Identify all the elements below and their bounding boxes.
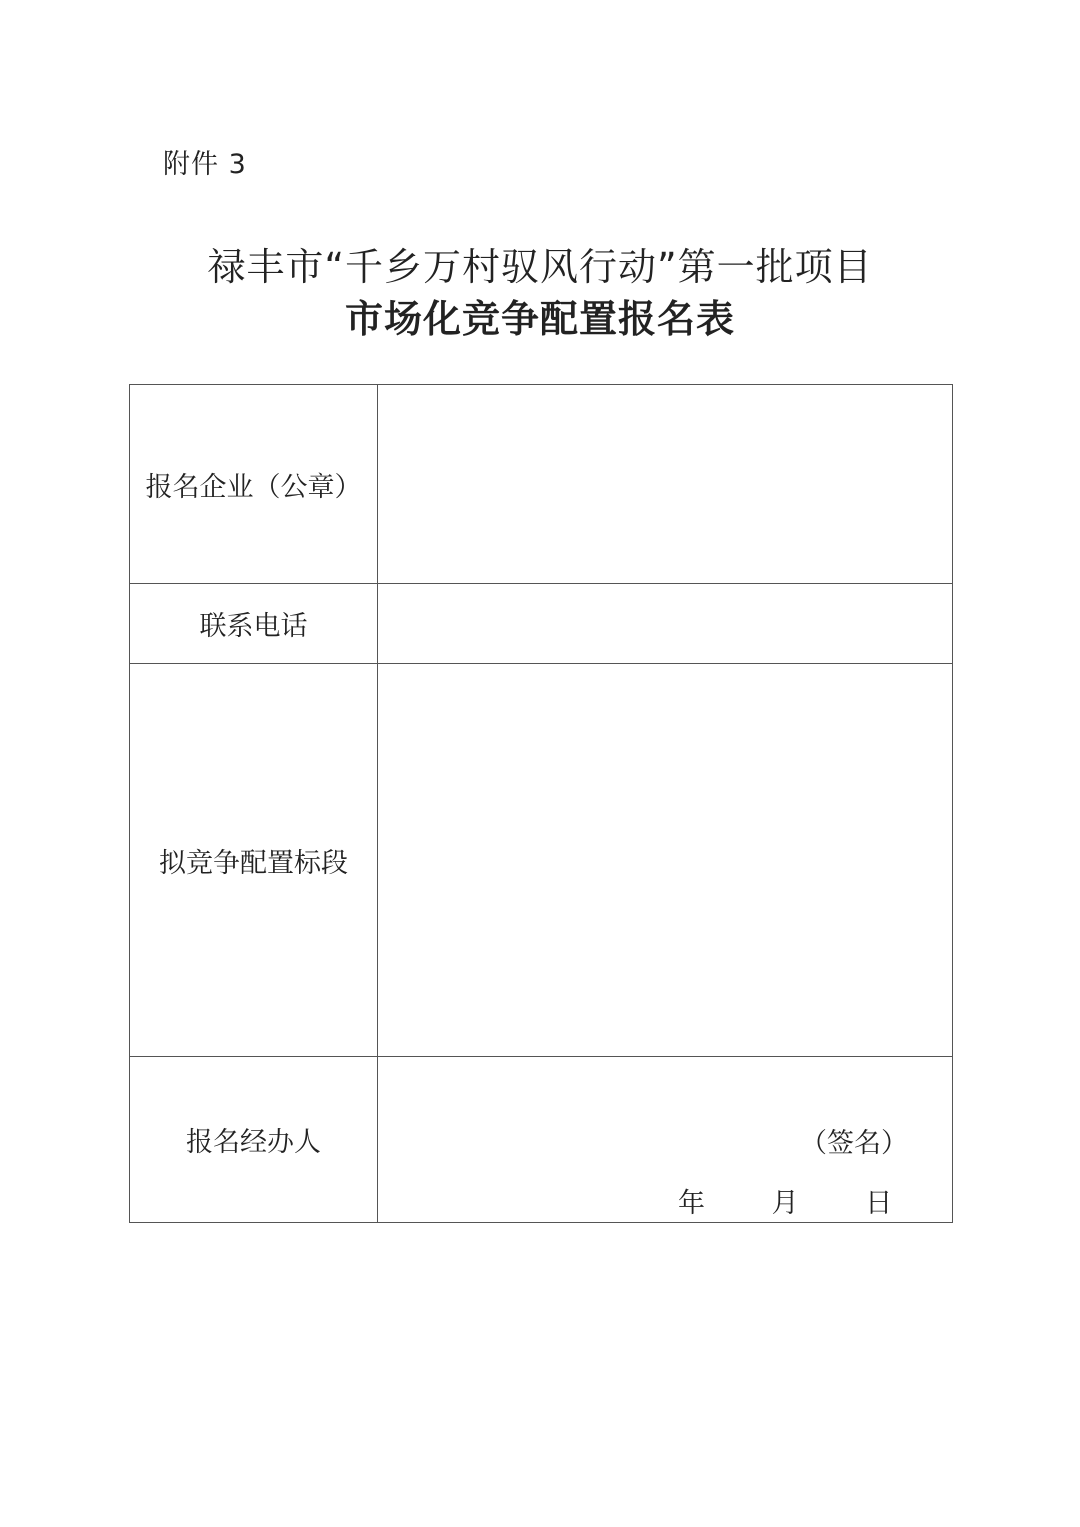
table-row [130, 664, 953, 1057]
handler-field[interactable] [378, 1057, 953, 1223]
date-line [678, 1181, 892, 1220]
handler-label: 报名经办人 [130, 1057, 378, 1223]
table-row [130, 584, 953, 664]
phone-label: 联系电话 [130, 584, 378, 664]
date-month-label: 月 [771, 1188, 799, 1219]
bid-section-label: 拟竞争配置标段 [130, 664, 378, 1057]
page-title-line2: 市场化竞争配置报名表 [344, 297, 735, 341]
company-label: 报名企业（公章） [130, 385, 378, 584]
signature-note: （签名） [800, 1128, 908, 1159]
company-field[interactable] [378, 385, 953, 584]
date-day-label: 日 [865, 1188, 893, 1219]
table-row [130, 1057, 953, 1223]
page-title-line1: 禄丰市“千乡万村驭风行动”第一批项目 [207, 245, 873, 289]
date-year-label: 年 [678, 1188, 705, 1219]
table-row [130, 385, 953, 584]
phone-field[interactable] [378, 584, 953, 664]
registration-form-table [129, 384, 953, 1223]
attachment-label: 附件 3 [163, 149, 247, 180]
bid-section-field[interactable] [378, 664, 953, 1057]
